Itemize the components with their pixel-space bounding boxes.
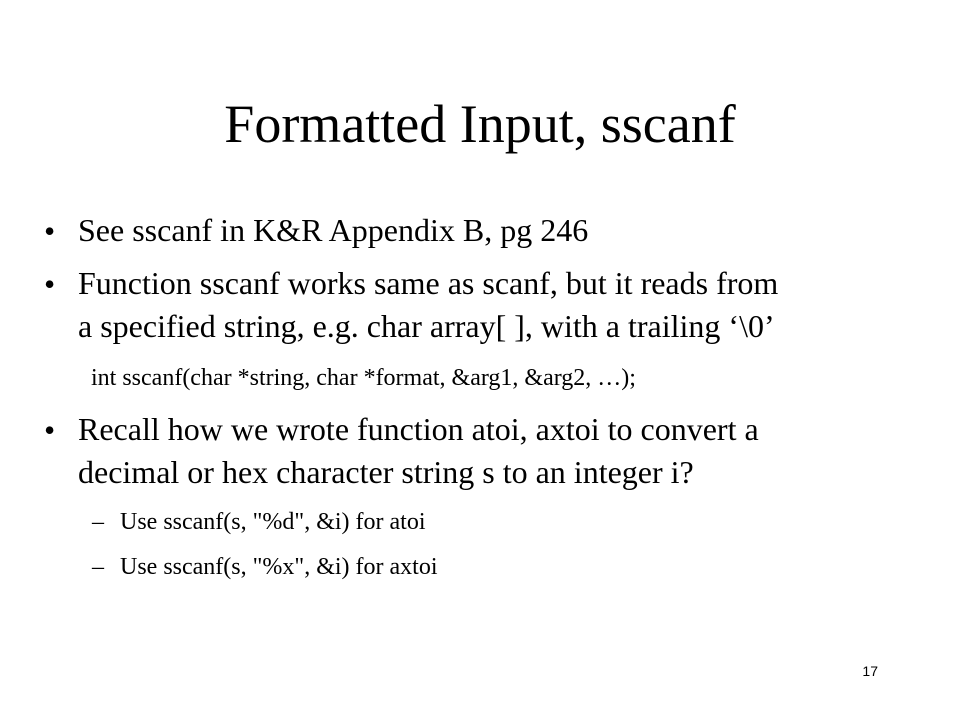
bullet-text: Recall how we wrote function atoi, axtoi to convert a [78, 411, 759, 447]
bullet-text: See sscanf in K&R Appendix B, pg 246 [78, 212, 589, 248]
bullet-text-continuation: decimal or hex character string s to an integer i? [78, 454, 694, 490]
dash-icon: – [92, 509, 104, 535]
bullet-icon: • [44, 412, 56, 448]
bullet-icon: • [44, 266, 56, 302]
slide-title: Formatted Input, sscanf [224, 94, 736, 154]
sub-bullet-text: Use sscanf(s, "%x", &i) for axtoi [120, 554, 438, 580]
sub-bullet-text: Use sscanf(s, "%d", &i) for atoi [120, 509, 426, 535]
dash-icon: – [92, 554, 104, 580]
bullet-text-continuation: a specified string, e.g. char array[ ], with a trailing ‘\0’ [78, 308, 775, 344]
code-signature: int sscanf(char *string, char *format, &arg1, &arg2, …); [91, 365, 636, 391]
page-number: 17 [862, 663, 878, 679]
bullet-icon: • [44, 213, 56, 249]
bullet-text: Function sscanf works same as scanf, but it reads from [78, 265, 779, 301]
